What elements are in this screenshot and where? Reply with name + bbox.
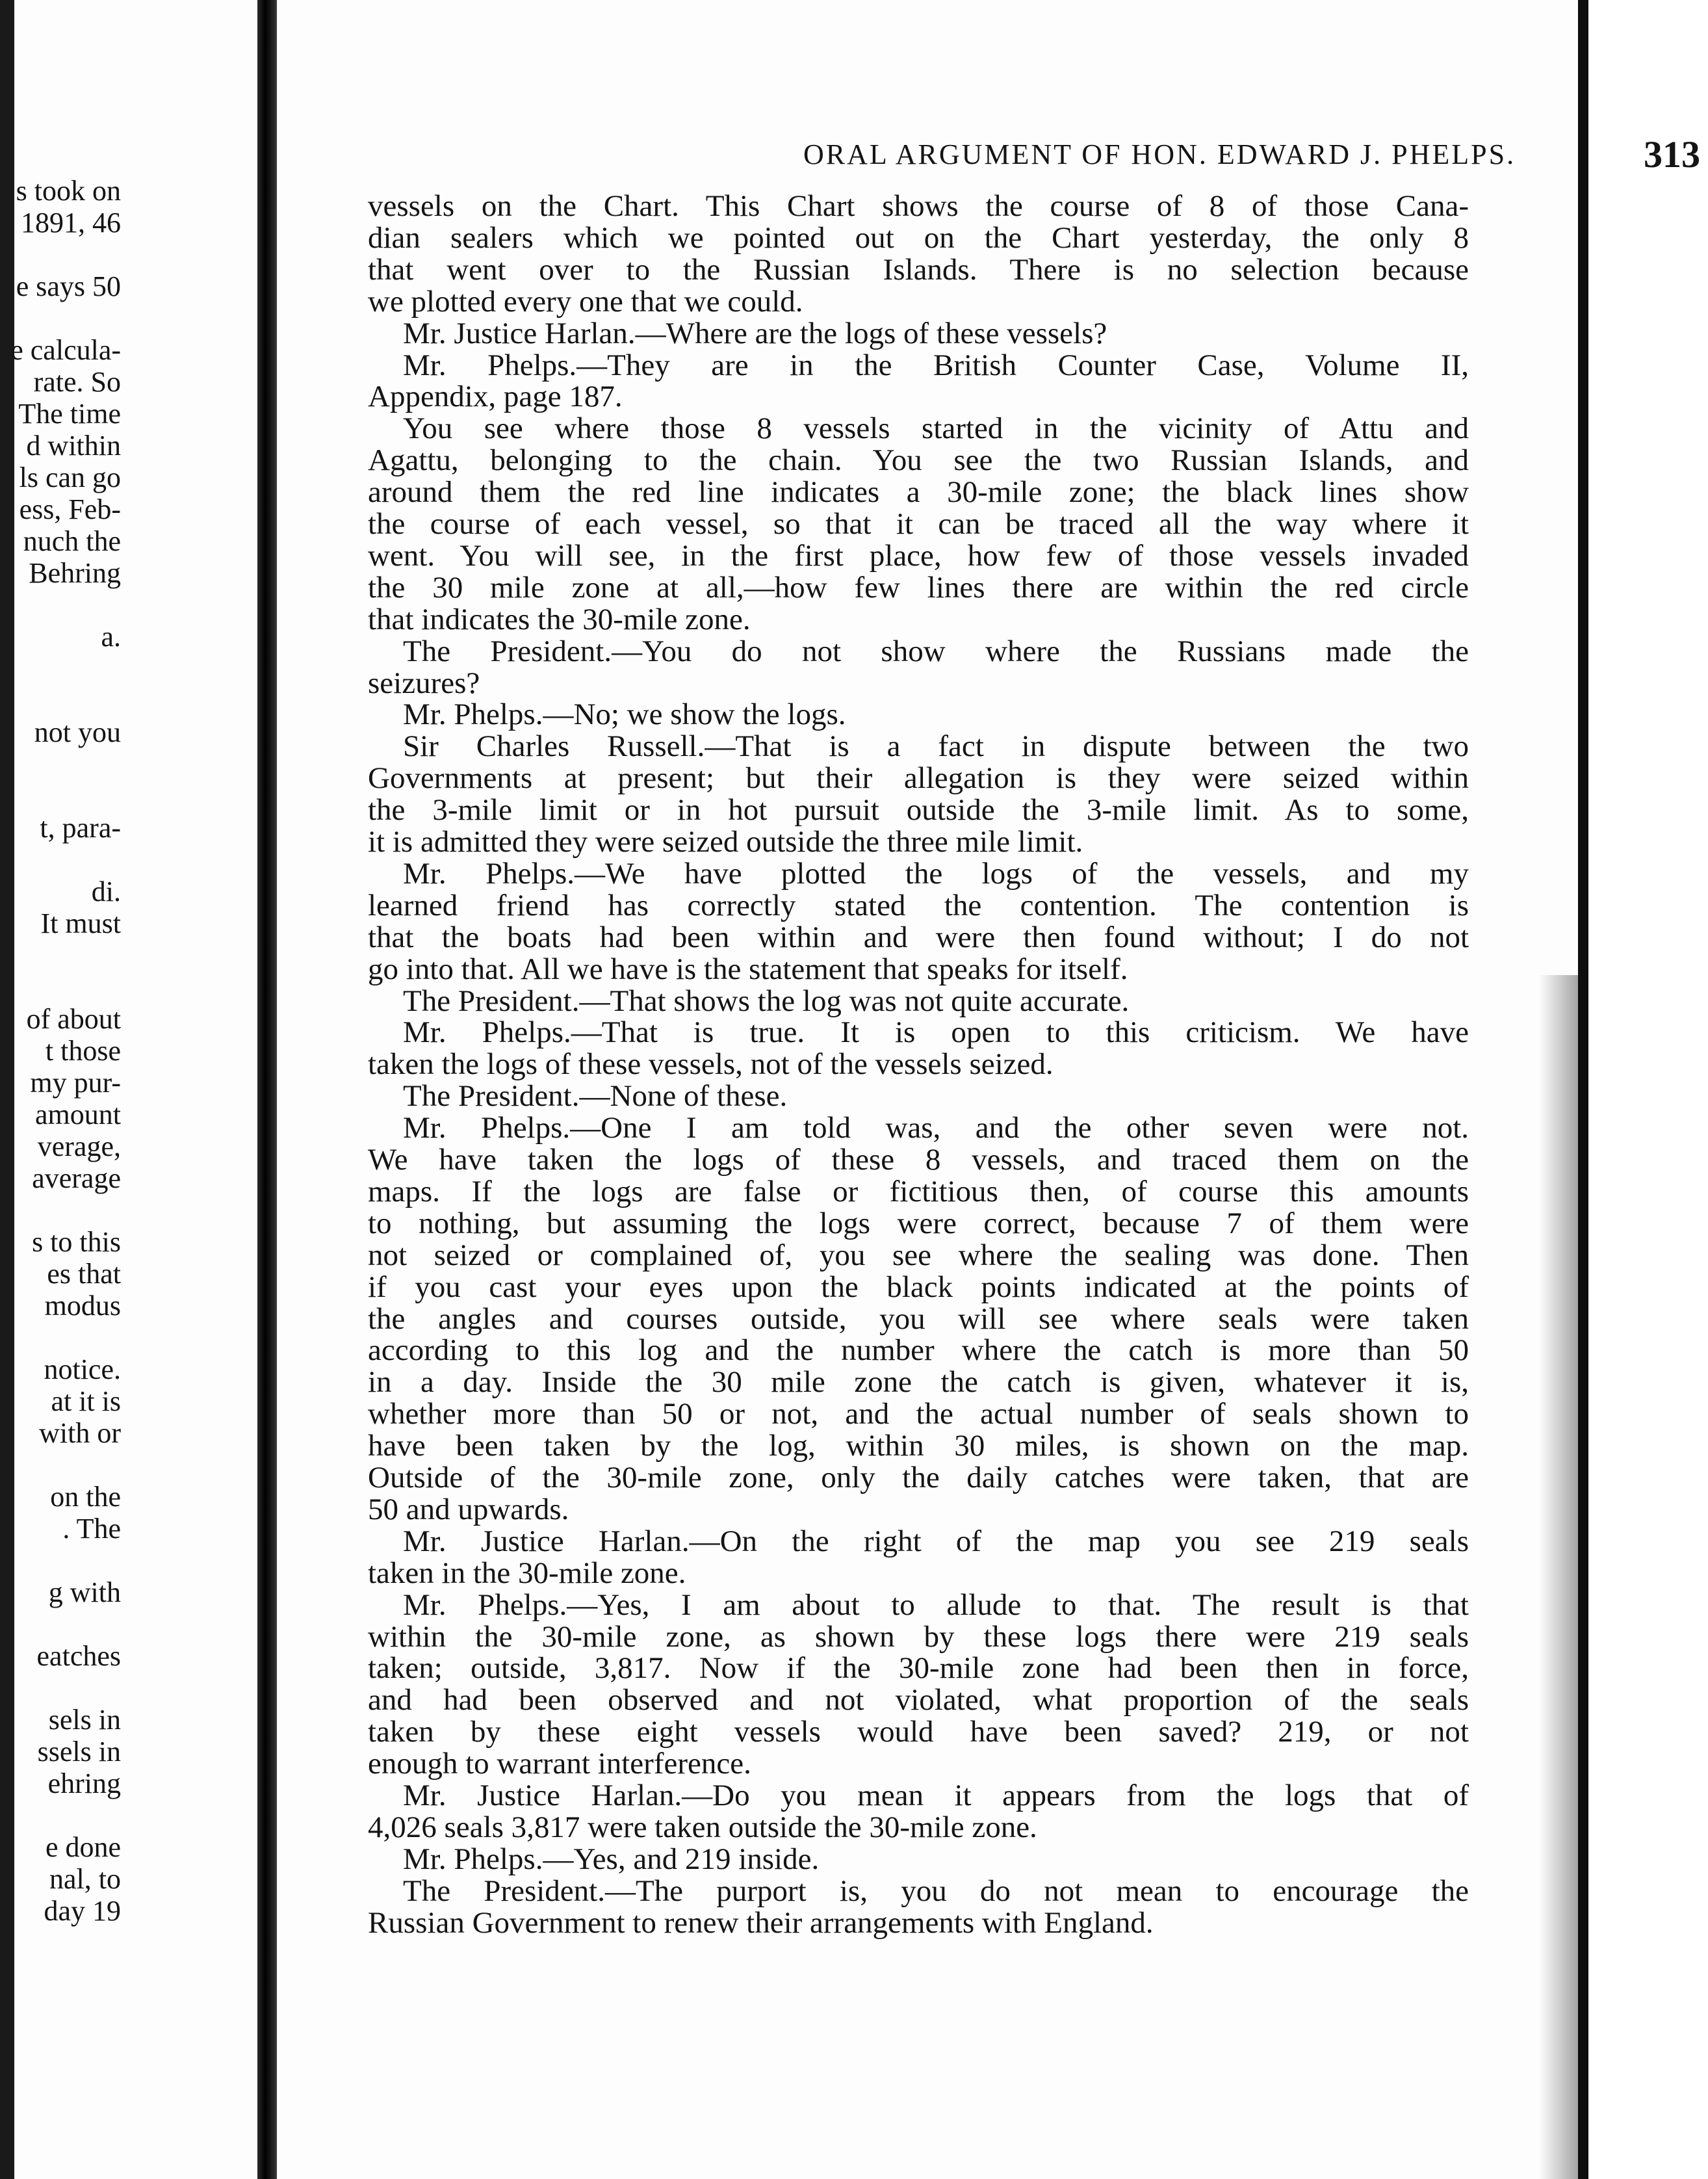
body-text-line: if you cast your eyes upon the black points indicated at the points of [368,1270,1469,1304]
body-text-line: Mr. Phelps.—Yes, I am about to allude to that. The result is that [403,1588,1469,1622]
body-text-line: Mr. Phelps.—Yes, and 219 inside. [403,1842,820,1876]
left-page-line: g with [48,1576,121,1608]
body-text-line: Russian Government to renew their arrangements with England. [368,1906,1154,1940]
left-page-line: Behring [29,557,121,589]
body-text-line: The President.—You do not show where the Russians made the [403,634,1469,668]
left-page-line: verage, [37,1130,121,1162]
left-page-line: e calcula- [10,334,121,366]
body-text-line: and had been observed and not violated, what proportion of the seals [368,1683,1469,1717]
left-page-line: a. [101,621,121,653]
body-text-line: the angles and courses outside, you will see where seals were taken [368,1302,1469,1336]
body-text-line: You see where those 8 vessels started in the vicinity of Attu and [403,411,1469,445]
body-text-line: Outside of the 30-mile zone, only the daily catches were taken, that are [368,1461,1469,1494]
left-page-line: not you [34,716,121,748]
body-text-line: We have taken the logs of these 8 vessels, and traced them on the [368,1143,1469,1177]
left-page-line: with or [39,1417,121,1449]
body-text-line: the 30 mile zone at all,—how few lines there are within the red circle [368,571,1469,605]
body-text-line: enough to warrant interference. [368,1747,751,1781]
left-facing-page [0,0,257,2179]
page-curl-shadow [1539,975,1578,2179]
body-text-line: that the boats had been within and were then found without; I do not [368,920,1469,954]
left-page-line: day 19 [44,1895,121,1927]
body-text-line: around them the red line indicates a 30-mile zone; the black lines show [368,475,1469,509]
left-page-line: 1891, 46 [21,207,121,239]
body-text-line: taken the logs of these vessels, not of the vessels seized. [368,1047,1054,1081]
left-page-line: d within [26,430,121,462]
body-text-line: taken; outside, 3,817. Now if the 30-mile zone had been then in force, [368,1651,1469,1685]
left-page-line: ehring [47,1768,121,1799]
body-text-line: in a day. Inside the 30 mile zone the catch is given, whatever it is, [368,1365,1469,1399]
left-page-line: notice. [44,1353,121,1385]
left-page-line: eatches [36,1640,121,1672]
body-text-line: Mr. Phelps.—That is true. It is open to this criticism. We have [403,1015,1469,1049]
left-page-line: It must [40,907,121,939]
body-text-line: seizures? [368,666,480,700]
body-text-line: taken by these eight vessels would have been saved? 219, or not [368,1715,1469,1749]
page-number: 313 [1644,133,1700,176]
body-text-line: taken in the 30-mile zone. [368,1556,686,1590]
left-page-line: es that [47,1258,121,1290]
body-text-line: Mr. Phelps.—They are in the British Counter Case, Volume II, [403,348,1469,382]
body-text-line: that went over to the Russian Islands. There is no selection because [368,253,1469,287]
left-page-line: ls can go [19,462,121,493]
running-header [543,133,1700,179]
body-text-line: went. You will see, in the first place, how few of those vessels invaded [368,539,1469,573]
left-page-line: nuch the [23,525,121,557]
left-page-line: s took on [16,175,121,207]
body-text-line: within the 30-mile zone, as shown by these logs there were 219 seals [368,1620,1469,1654]
left-page-line: . The [62,1513,121,1545]
left-page-line: nal, to [49,1863,121,1895]
body-text-line: learned friend has correctly stated the contention. The contention is [368,889,1469,922]
right-scan-edge [1578,0,1588,2179]
left-page-line: on the [50,1481,121,1513]
body-text-line: 50 and upwards. [368,1493,569,1526]
left-page-line: my pur- [30,1067,121,1099]
left-page-line: of about [26,1003,121,1035]
body-text-line: The President.—The purport is, you do not mean to encourage the [403,1874,1469,1908]
body-text-line: the 3-mile limit or in hot pursuit outside the 3-mile limit. As to some, [368,793,1469,827]
body-text-line: Governments at present; but their allegation is they were seized within [368,761,1469,795]
left-page-line: rate. So [33,366,121,398]
header-title: ORAL ARGUMENT OF HON. EDWARD J. PHELPS. [803,138,1516,170]
body-text-line: we plotted every one that we could. [368,285,803,319]
body-text-line: Appendix, page 187. [368,380,623,413]
left-page-line: amount [35,1099,121,1130]
body-text-line: Mr. Justice Harlan.—Do you mean it appears from the logs that of [403,1779,1469,1812]
body-text-line: Mr. Justice Harlan.—On the right of the map you see 219 seals [403,1524,1469,1558]
left-page-line: average [32,1162,121,1194]
body-text-line: whether more than 50 or not, and the actual number of seals shown to [368,1397,1469,1431]
body-text-line: Mr. Justice Harlan.—Where are the logs of these vessels? [403,317,1107,350]
left-page-line: ess, Feb- [19,493,121,525]
left-page-line: ssels in [37,1736,121,1768]
body-text-line: to nothing, but assuming the logs were correct, because 7 of them were [368,1207,1469,1240]
body-text-line: 4,026 seals 3,817 were taken outside the 30-mile zone. [368,1810,1037,1844]
body-text-line: according to this log and the number where the catch is more than 50 [368,1333,1469,1367]
body-text-line: Agattu, belonging to the chain. You see the two Russian Islands, and [368,443,1469,477]
body-text-line: The President.—That shows the log was not quite accurate. [403,984,1130,1018]
book-gutter [257,0,277,2179]
body-text-line: go into that. All we have is the statement that speaks for itself. [368,952,1128,986]
body-text-line: The President.—None of these. [403,1079,788,1113]
left-page-line: at it is [51,1385,121,1417]
left-page-line: s to this [32,1226,121,1258]
left-page-line: modus [44,1290,121,1322]
left-page-line: t those [45,1035,121,1067]
body-text-line: vessels on the Chart. This Chart shows the course of 8 of those Cana- [368,189,1469,223]
body-text-line: dian sealers which we pointed out on the Chart yesterday, the only 8 [368,221,1469,255]
left-page-line: sels in [48,1704,121,1736]
body-text-line: Mr. Phelps.—We have plotted the logs of the vessels, and my [403,857,1469,891]
body-text-line: not seized or complained of, you see where the sealing was done. Then [368,1238,1469,1272]
body-text-line: Mr. Phelps.—One I am told was, and the other seven were not. [403,1111,1469,1145]
body-text-line: that indicates the 30-mile zone. [368,603,751,636]
body-text-line: maps. If the logs are false or fictitious then, of course this amounts [368,1175,1469,1208]
left-page-line: di. [91,876,121,907]
left-page-line: t, para- [40,812,121,844]
body-text-line: Mr. Phelps.—No; we show the logs. [403,698,846,731]
body-text-line: Sir Charles Russell.—That is a fact in dispute between the two [403,729,1469,763]
body-text-line: the course of each vessel, so that it can be traced all the way where it [368,507,1469,541]
left-page-line: e says 50 [16,270,121,302]
left-page-line: e done [45,1831,121,1863]
body-text-line: have been taken by the log, within 30 miles, is shown on the map. [368,1429,1469,1463]
left-page-line: The time [18,398,121,430]
main-page [277,0,1700,2179]
body-text-line: it is admitted they were seized outside the three mile limit. [368,825,1083,859]
